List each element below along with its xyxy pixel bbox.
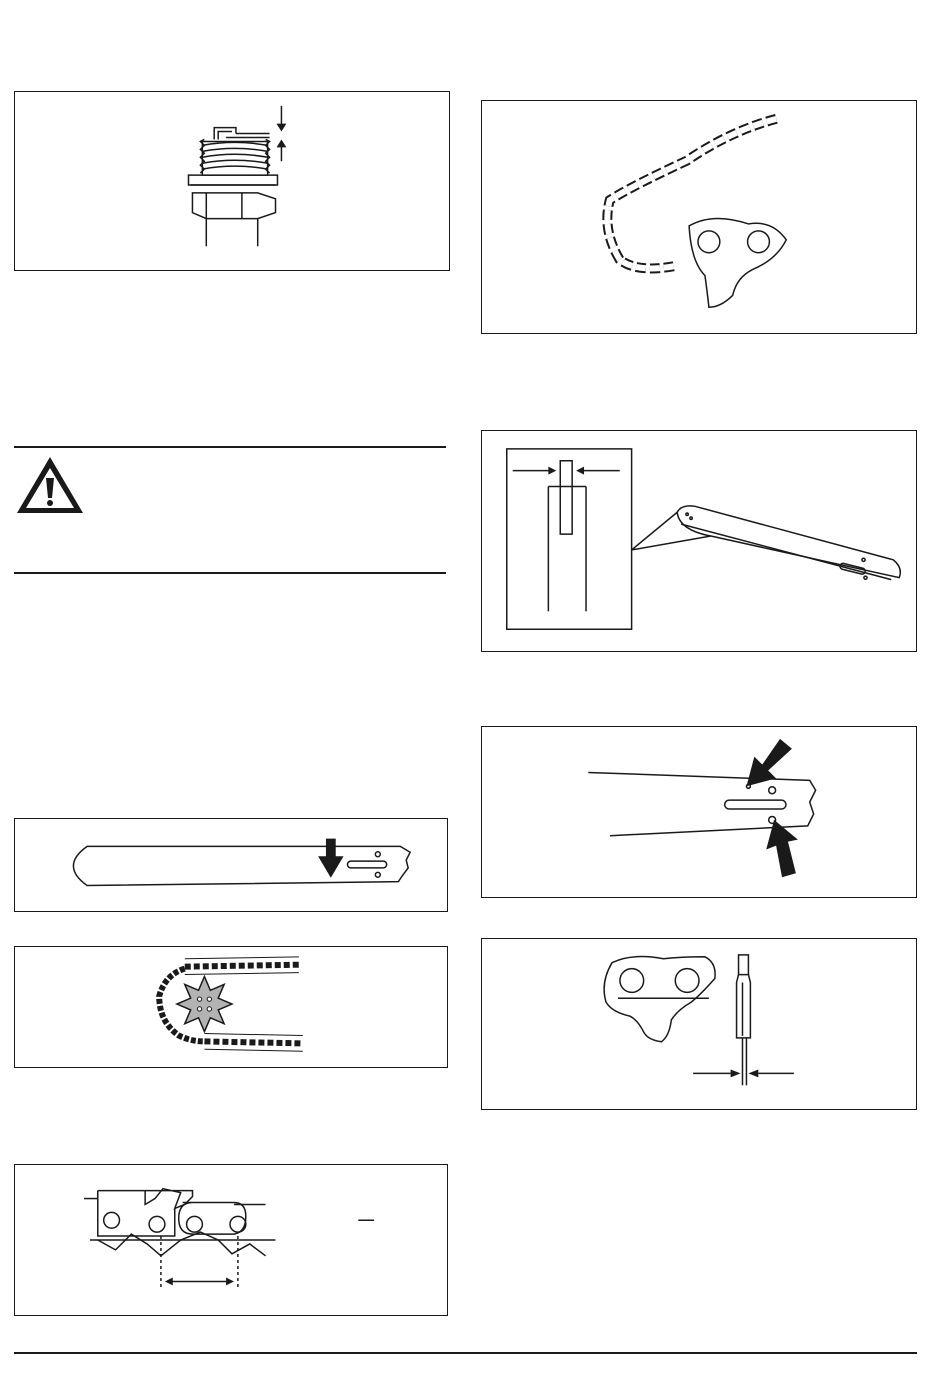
sprocket-figure xyxy=(14,946,448,1068)
bar-groove-figure xyxy=(481,430,917,652)
bar-holes-figure xyxy=(481,726,917,898)
sprocket-chain-icon xyxy=(15,947,447,1067)
warning-triangle-icon xyxy=(14,453,86,517)
warning-bottom-rule xyxy=(14,572,446,574)
page-footer-rule xyxy=(14,1352,917,1354)
spark-plug-figure xyxy=(14,91,450,271)
bar-nose-holes-icon xyxy=(482,727,916,897)
bar-groove-width-icon xyxy=(482,431,916,651)
chain-pitch-icon xyxy=(15,1165,447,1315)
spark-plug-gap-icon xyxy=(15,92,449,270)
drive-link-figure xyxy=(481,938,917,1110)
drive-link-gauge-icon xyxy=(482,939,916,1109)
chain-pitch-figure xyxy=(14,1164,448,1316)
guide-bar-figure xyxy=(14,818,448,912)
chain-loop-icon xyxy=(482,101,916,333)
guide-bar-icon xyxy=(15,819,447,911)
warning-top-rule xyxy=(14,446,446,448)
chain-loop-figure xyxy=(481,100,917,334)
